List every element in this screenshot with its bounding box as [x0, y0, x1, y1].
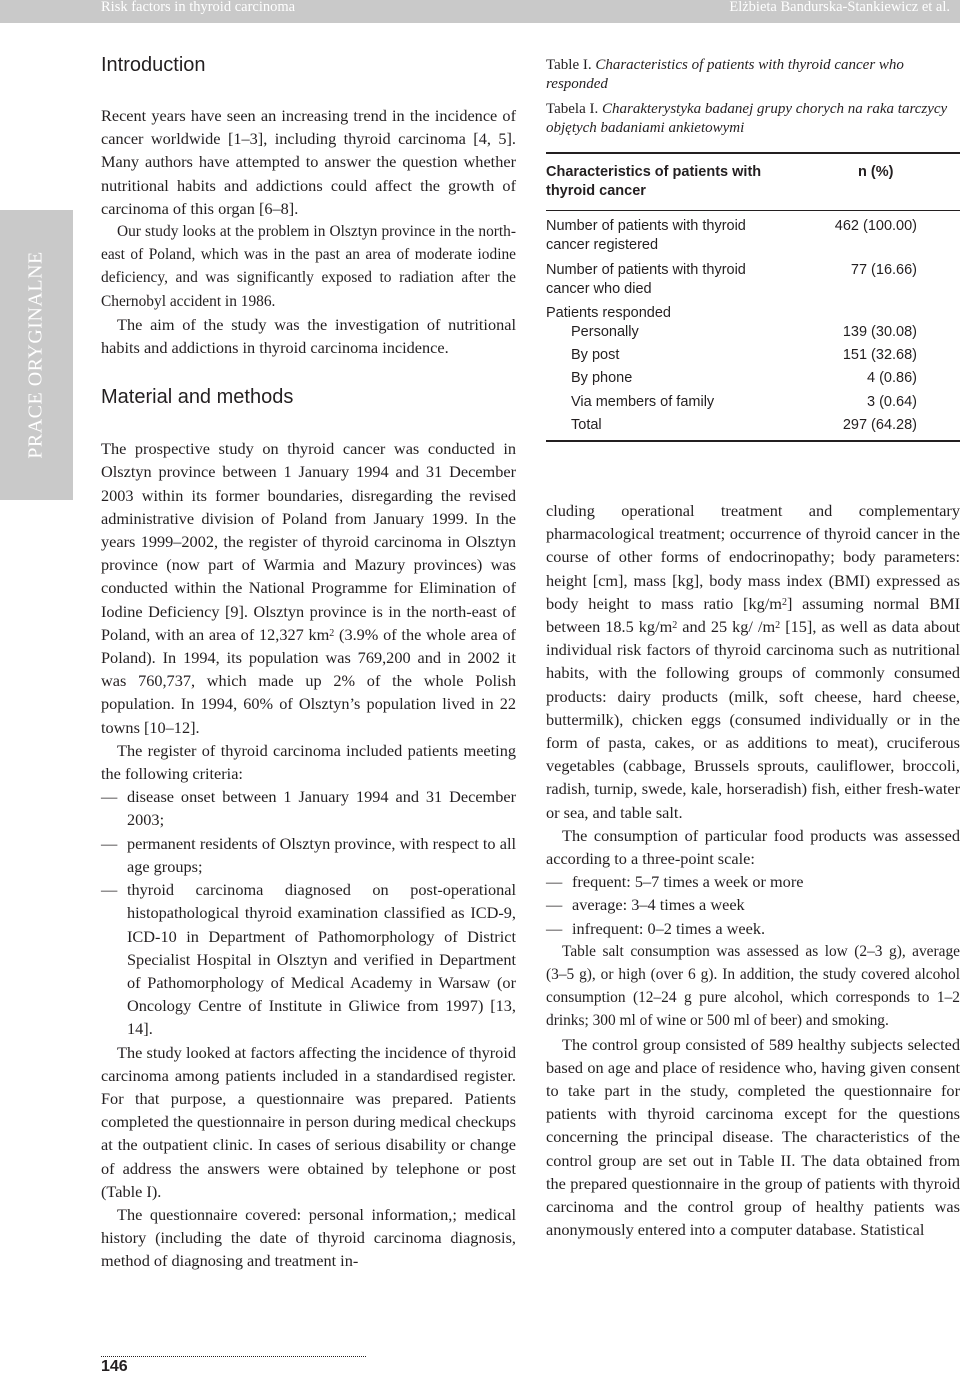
- table-caption: [546, 56, 960, 144]
- intro-paragraph-1: Recent years have seen an increasing trend in the incidence of cancer worldwide [1–3], including thyroid carcinoma [4, 5]. Many authors have attempted to answer the question whether nutritional habits and addictions could affect the growth of carcinoma of this organ [6–8].: [101, 106, 516, 218]
- intro-paragraph-3: The aim of the study was the investigation of nutritional habits and addictions in thyroid carcinoma incidence.: [101, 314, 516, 358]
- table-caption-en: Table I. Characteristics of patients with thyroid cancer who responded: [546, 57, 904, 92]
- right-paragraph-4: The control group consisted of 589 healthy subjects selected based on age and place of residence who, having given consent to take part in the study, completed the questionnaire for patients with thyroid carcinoma except for the questions concerning the principal disease. The characteristics of the control group are set out in Table II. The data obtained from the prepared questionnaire in the group of patients with thyroid carcinoma and the control group of healthy patients was anonymously entered into a computer database. Statistical: [546, 1034, 960, 1240]
- section-label: PRACE ORYGINALNE: [24, 251, 47, 459]
- page-number: 146: [101, 1358, 128, 1375]
- methods-paragraph-4: The questionnaire covered: personal information,; medical history (including the date of thyroid carcinoma diagnosis, method of diagnosing and treatment in-: [101, 1204, 516, 1271]
- criteria-item: — disease onset between 1 January 1994 and 31 December 2003;: [101, 787, 516, 830]
- table-bottom-rule: [546, 440, 960, 442]
- introduction-heading: Introduction: [101, 54, 206, 76]
- scale-item: — average: 3–4 times a week: [546, 895, 745, 915]
- table-top-rule: [546, 152, 960, 154]
- footer-rule: [101, 1356, 366, 1357]
- table-header-characteristics: Characteristics of patients with thyroid cancer: [546, 164, 762, 199]
- methods-heading: Material and methods: [101, 386, 294, 409]
- intro-paragraph-2: Our study looks at the problem in Olsztyn province in the north-east of Poland, which was in the past an area of moderate iodine deficiency, and was significantly exposed to radiation after the Chernobyl accident in 1986.: [101, 223, 516, 310]
- criteria-item: — permanent residents of Olsztyn province, with respect to all age groups;: [101, 833, 516, 876]
- running-header: [0, 0, 960, 23]
- right-paragraph-1: cluding operational treatment and complementary pharmacological treatment; occurrence of thyroid cancer in the course of other forms of endocrinopathy; body parameters: height [cm], mass [kg], body mass index (BMI) expressed as body height to mass ratio $[kg/m^2]$ assuming normal BMI between 18.5 $kg/m^2$ and 25 kg/ $/m^2$ [15], as well as data about individual risk factors of thyroid carcinoma such as nutritional habits, with the following groups of commonly consumed products: dairy products (milk, soft cheese, hard cheese, buttermilk), chicken eggs (consumed individually or in the form of pasta, cakes, or as additions to meat), cruciferous vegetables (cabbage, Brussels sprouts, cauliflower, broccoli, radish, turnip, swede, kale, horseradish) fish, either fresh-water or sea, and table salt.: [546, 501, 960, 822]
- scale-item: — infrequent: 0–2 times a week.: [546, 918, 766, 938]
- table-header-rule: [546, 210, 960, 211]
- right-paragraph-3: Table salt consumption was assessed as low (2–3 g), average (3–5 g), or high (over 6 g). In addition, the study covered alcohol consumption (12–24 g pure alcohol, which corresponds to 1–2 drinks; 300 ml of wine or 500 ml of beer) and smoking.: [546, 942, 960, 1030]
- methods-paragraph-2: The register of thyroid carcinoma included patients meeting the following criteria:: [101, 740, 516, 784]
- running-title: Risk factors in thyroid carcinoma: [101, 0, 296, 15]
- right-paragraph-2: The consumption of particular food products was assessed according to a three-point scale:: [546, 825, 960, 869]
- methods-paragraph-3: The study looked at factors affecting the incidence of thyroid carcinoma among patients included in a standardised register. For that purpose, a questionnaire was prepared. Patients completed the questionnaire in person during medical checkups at the outpatient clinic. In cases of serious disability or change of address the answers were obtained by telephone or post (Table I).: [101, 1042, 516, 1201]
- right-column: [546, 499, 960, 1242]
- section-sidebar: [0, 210, 73, 500]
- table-header-n: n (%): [858, 164, 894, 180]
- running-authors: Elżbieta Bandurska-Stankiewicz et al.: [729, 0, 950, 15]
- scale-item: — frequent: 5–7 times a week or more: [546, 872, 804, 892]
- criteria-item: — thyroid carcinoma diagnosed on post-operational histopathological thyroid examination classified as ICD-9, ICD-10 in Department of Pathomorphology of District Specialist Hospital in Olsztyn and verified in Department of Pathomorphology of Medical Academy in Warsaw (or Oncology Centre of Institute in Gliwice from 1997) [13, 14].: [101, 880, 516, 1039]
- table-caption-pl: Tabela I. Charakterystyka badanej grupy chorych na raka tarczycy objętych badaniami ankietowymi: [546, 101, 948, 136]
- methods-paragraph-1: The prospective study on thyroid cancer was conducted in Olsztyn province between 1 January 1994 and 31 December 2003 within its former boundaries, disregarding the revised administrative division of Poland from January 1999. In the years 1999–2002, the register of thyroid carcinoma in Olsztyn province (now part of Warmia and Mazury provinces) was conducted within the National Programme for Elimination of Iodine Deficiency [9]. Olsztyn province is in the north-east of Poland, with an area of 12,327 $km^2$ (3.9% of the whole area of Poland). In 1994, its population was 769,200 and in 2002 it was 760,737, which made up 2% of the whole Polish population. In 1994, 60% of Olsztyn’s population lived in 22 towns [10–12].: [101, 439, 516, 737]
- left-column: [101, 53, 516, 1273]
